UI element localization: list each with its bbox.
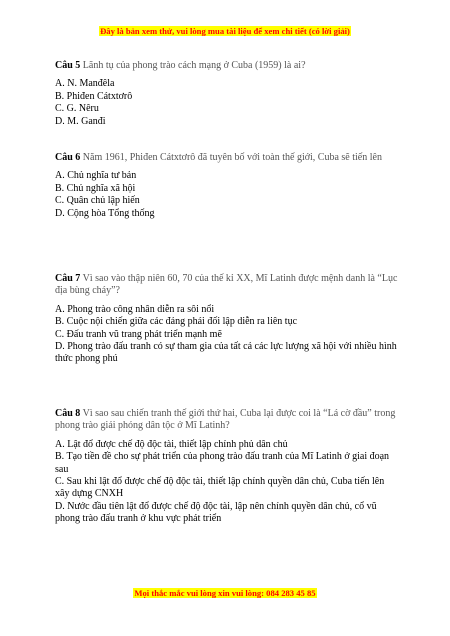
question-5-options [55, 78, 400, 128]
question-6-options [55, 170, 400, 220]
question-6-label: Câu 6 [55, 152, 81, 163]
option-b: B. Phiđen Cátxtơrô [55, 90, 133, 102]
question-7-text: Vì sao vào thập niên 60, 70 của thế kỉ XX, Mĩ Latinh được mệnh danh là “Lục địa bùng cháy”? [55, 273, 398, 297]
question-8 [55, 408, 400, 526]
question-6 [55, 152, 400, 220]
question-7 [55, 273, 400, 366]
question-5-text: Lãnh tụ của phong trào cách mạng ở Cuba (1959) là ai? [82, 60, 306, 71]
option-b: B. Tạo tiền đề cho sự phát triển của phong trào đấu tranh của Mĩ Latinh ở giai đoạn sau [55, 451, 390, 475]
option-b: B. Chủ nghĩa xã hội [55, 182, 136, 194]
question-8-title [55, 408, 400, 433]
question-5 [55, 60, 400, 128]
question-6-text: Năm 1961, Phiđen Cátxtơrô đã tuyên bố với toàn thế giới, Cuba sẽ tiến lên [82, 152, 382, 163]
contact-notice-text: Mọi thắc mắc vui lòng xin vui lòng: 084 283 45 85 [134, 588, 316, 598]
option-d: D. Cộng hòa Tổng thống [55, 207, 155, 219]
option-d: D. Phong trào đấu tranh có sự tham gia của tất cả các lực lượng xã hội với nhiều hình thức phong phú [55, 341, 397, 365]
question-8-label: Câu 8 [55, 408, 81, 419]
question-8-text: Vì sao sau chiến tranh thế giới thứ hai, Cuba lại được coi là “Lá cờ đầu” trong phong trào giải phóng dân tộc ở Mĩ Latinh? [55, 408, 396, 432]
question-8-options [55, 439, 400, 526]
preview-notice [0, 26, 450, 36]
question-7-title [55, 273, 400, 298]
contact-notice [0, 588, 450, 598]
option-c: C. Quân chủ lập hiến [55, 195, 140, 207]
question-6-title [55, 152, 400, 164]
option-a: A. Lật đổ được chế độ độc tài, thiết lập chính phủ dân chủ [55, 438, 288, 450]
option-a: A. Phong trào công nhân diễn ra sôi nổi [55, 303, 215, 315]
preview-notice-text: Đây là bản xem thử, vui lòng mua tài liệu để xem chi tiết (có lời giải) [100, 26, 350, 36]
option-c: C. Đấu tranh vũ trang phát triển mạnh mẽ [55, 328, 222, 340]
option-a: A. Chủ nghĩa tư bản [55, 170, 137, 182]
option-a: A. N. Manđêla [55, 78, 115, 90]
option-b: B. Cuộc nội chiến giữa các đảng phái đối lập diễn ra liên tục [55, 316, 298, 328]
option-c: C. G. Nêru [55, 103, 99, 115]
question-5-label: Câu 5 [55, 60, 81, 71]
question-7-label: Câu 7 [55, 273, 81, 284]
option-c: C. Sau khi lật đổ được chế độ độc tài, thiết lập chính quyền dân chủ, Cuba tiến lên xây dựng CNXH [55, 476, 385, 500]
option-d: D. Nước đầu tiên lật đổ được chế độ độc tài, lập nên chính quyền dân chủ, cổ vũ phong trào đấu tranh ở khu vực phát triển [55, 500, 377, 525]
question-7-options [55, 304, 400, 366]
question-5-title [55, 60, 400, 72]
option-d: D. M. Ganđi [55, 115, 106, 127]
